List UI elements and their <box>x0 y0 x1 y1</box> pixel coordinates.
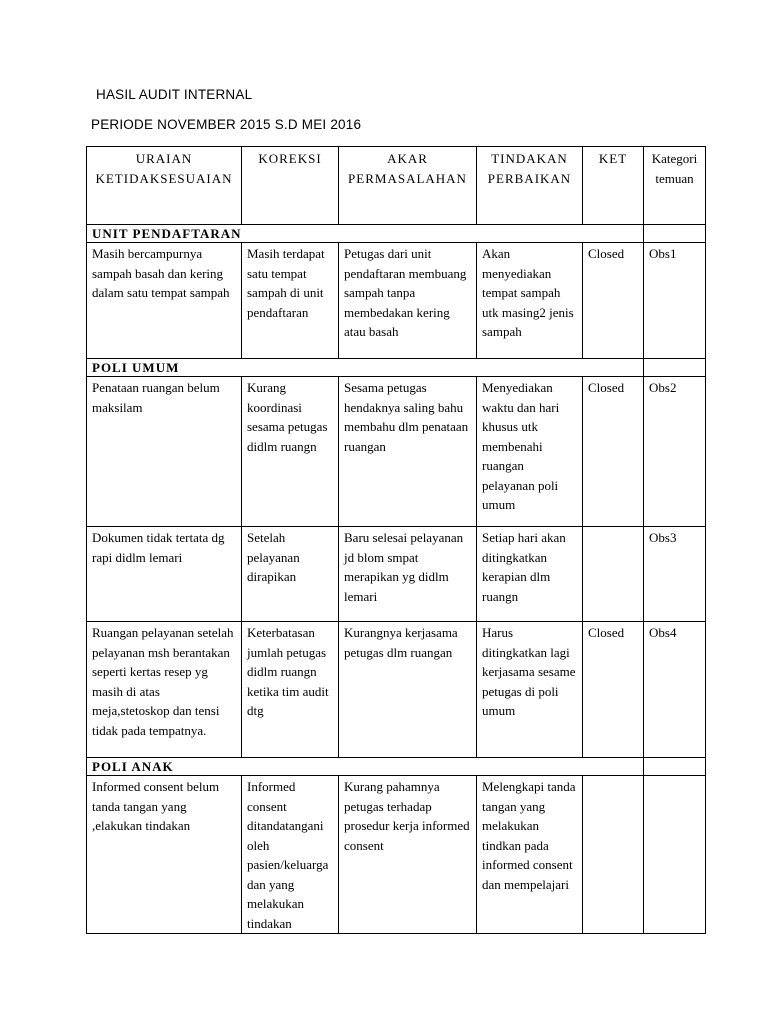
cell-ket: Closed <box>583 622 644 758</box>
cell-kategori: Obs1 <box>644 243 706 359</box>
cell-kategori <box>644 776 706 934</box>
section-title: POLI UMUM <box>87 359 644 377</box>
cell-uraian: Dokumen tidak tertata dg rapi didlm lemari <box>87 527 242 622</box>
cell-tindakan: Menyediakan waktu dan hari khusus utk membenahi ruangan pelayanan poli umum <box>477 377 583 527</box>
cell-ket: Closed <box>583 377 644 527</box>
document-title: HASIL AUDIT INTERNAL <box>96 87 253 102</box>
cell-akar: Kurang pahamnya petugas terhadap prosedur kerja informed consent <box>339 776 477 934</box>
cell-kategori: Obs2 <box>644 377 706 527</box>
col-header-tindakan: TINDAKAN PERBAIKAN <box>477 147 583 225</box>
table-header-row <box>87 147 706 225</box>
audit-period: PERIODE NOVEMBER 2015 S.D MEI 2016 <box>91 117 362 132</box>
section-title: UNIT PENDAFTARAN <box>87 225 644 243</box>
cell-akar: Baru selesai pelayanan jd blom smpat merapikan yg didlm lemari <box>339 527 477 622</box>
table-row <box>87 377 706 527</box>
cell-uraian: Informed consent belum tanda tangan yang ,elakukan tindakan <box>87 776 242 934</box>
table-row <box>87 622 706 758</box>
table-row <box>87 776 706 934</box>
cell-uraian: Masih bercampurnya sampah basah dan kering dalam satu tempat sampah <box>87 243 242 359</box>
section-row <box>87 359 706 377</box>
col-header-koreksi: KOREKSI <box>242 147 339 225</box>
section-row <box>87 225 706 243</box>
col-header-akar: AKAR PERMASALAHAN <box>339 147 477 225</box>
cell-uraian: Penataan ruangan belum maksilam <box>87 377 242 527</box>
cell-koreksi: Masih terdapat satu tempat sampah di unit pendaftaran <box>242 243 339 359</box>
col-header-uraian: URAIAN KETIDAKSESUAIAN <box>87 147 242 225</box>
section-row <box>87 758 706 776</box>
audit-table <box>86 146 706 934</box>
cell-tindakan: Melengkapi tanda tangan yang melakukan tindkan pada informed consent dan mempelajari <box>477 776 583 934</box>
cell-akar: Sesama petugas hendaknya saling bahu membahu dlm penataan ruangan <box>339 377 477 527</box>
cell-koreksi: Keterbatasan jumlah petugas didlm ruangn ketika tim audit dtg <box>242 622 339 758</box>
cell-ket <box>583 776 644 934</box>
cell-tindakan: Harus ditingkatkan lagi kerjasama sesame petugas di poli umum <box>477 622 583 758</box>
col-header-ket: KET <box>583 147 644 225</box>
cell-kategori: Obs4 <box>644 622 706 758</box>
col-header-kategori: Kategori temuan <box>644 147 706 225</box>
cell-uraian: Ruangan pelayanan setelah pelayanan msh berantakan seperti kertas resep yg masih di atas meja,stetoskop dan tensi tidak pada tempatnya. <box>87 622 242 758</box>
table-row <box>87 243 706 359</box>
cell-akar: Petugas dari unit pendaftaran membuang sampah tanpa membedakan kering atau basah <box>339 243 477 359</box>
cell-tindakan: Setiap hari akan ditingkatkan kerapian dlm ruangn <box>477 527 583 622</box>
cell-koreksi: Kurang koordinasi sesama petugas didlm ruangn <box>242 377 339 527</box>
cell-kategori: Obs3 <box>644 527 706 622</box>
cell-tindakan: Akan menyediakan tempat sampah utk masing2 jenis sampah <box>477 243 583 359</box>
cell-ket <box>583 527 644 622</box>
cell-koreksi: Informed consent ditandatangani oleh pasien/keluarga dan yang melakukan tindakan <box>242 776 339 934</box>
cell-ket: Closed <box>583 243 644 359</box>
table-row <box>87 527 706 622</box>
cell-akar: Kurangnya kerjasama petugas dlm ruangan <box>339 622 477 758</box>
section-title: POLI ANAK <box>87 758 644 776</box>
cell-koreksi: Setelah pelayanan dirapikan <box>242 527 339 622</box>
